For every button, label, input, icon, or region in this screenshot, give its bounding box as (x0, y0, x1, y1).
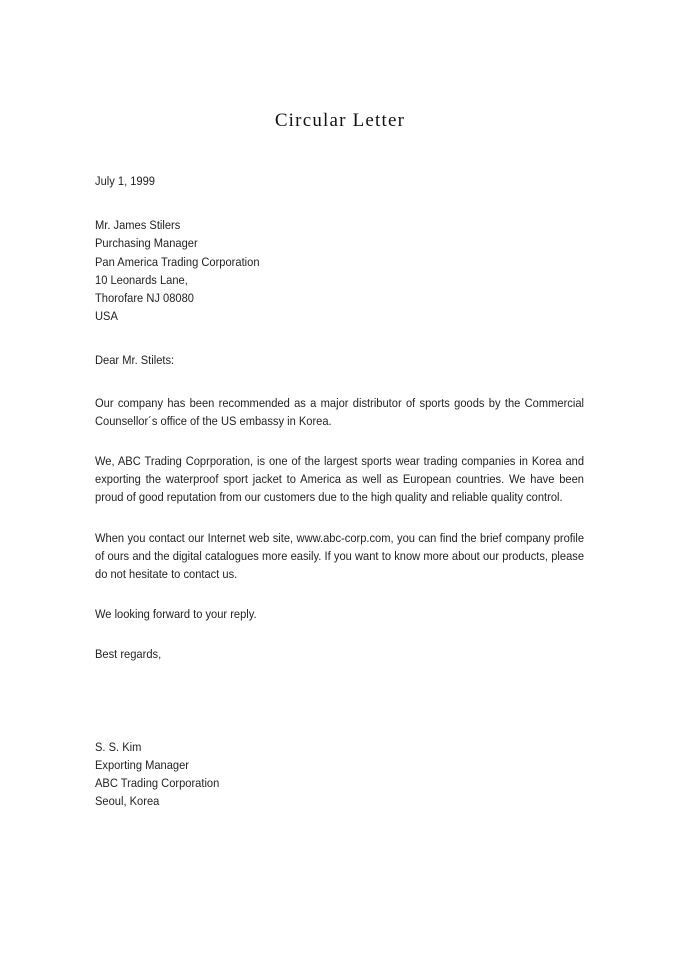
recipient-street: 10 Leonards Lane, (95, 272, 188, 287)
signature-space (95, 686, 584, 738)
sender-location: Seoul, Korea (95, 794, 160, 809)
signature-block (95, 738, 584, 811)
recipient-job-title: Purchasing Manager (95, 236, 198, 251)
sender-job-title: Exporting Manager (95, 757, 190, 772)
reply-request-line: We looking forward to your reply. (95, 607, 257, 622)
body-paragraph-3: When you contact our Internet web site, www.abc-corp.com, you can find the brief company profile of ours and the digital catalogues more easily. If you want to know more about our products, please do not hesitate to contact us. (95, 530, 585, 582)
body-paragraph-2: We, ABC Trading Coprporation, is one of the largest sports wear trading companies in Korea and exporting the waterproof sport jacket to America as well as European countries. We have been proud of good reputation from our customers due to the high quality and reliable quality control. (95, 454, 585, 505)
letter-body (95, 172, 584, 810)
recipient-address-block (95, 216, 584, 325)
closing-line: Best regards, (95, 647, 162, 662)
recipient-company: Pan America Trading Corporation (95, 254, 260, 269)
page-title: Circular Letter (274, 110, 406, 131)
recipient-city-state-zip: Thorofare NJ 08080 (95, 291, 194, 306)
recipient-name: Mr. James Stilers (95, 218, 181, 233)
sender-company: ABC Trading Corporation (95, 776, 220, 791)
body-paragraph-1: Our company has been recommended as a major distributor of sports goods by the Commercial Counsellor´s office of the US embassy in Korea. (95, 395, 585, 428)
sender-name: S. S. Kim (95, 739, 142, 754)
recipient-country: USA (95, 309, 118, 324)
letter-date: July 1, 1999 (95, 174, 156, 188)
salutation: Dear Mr. Stilets: (95, 353, 175, 368)
